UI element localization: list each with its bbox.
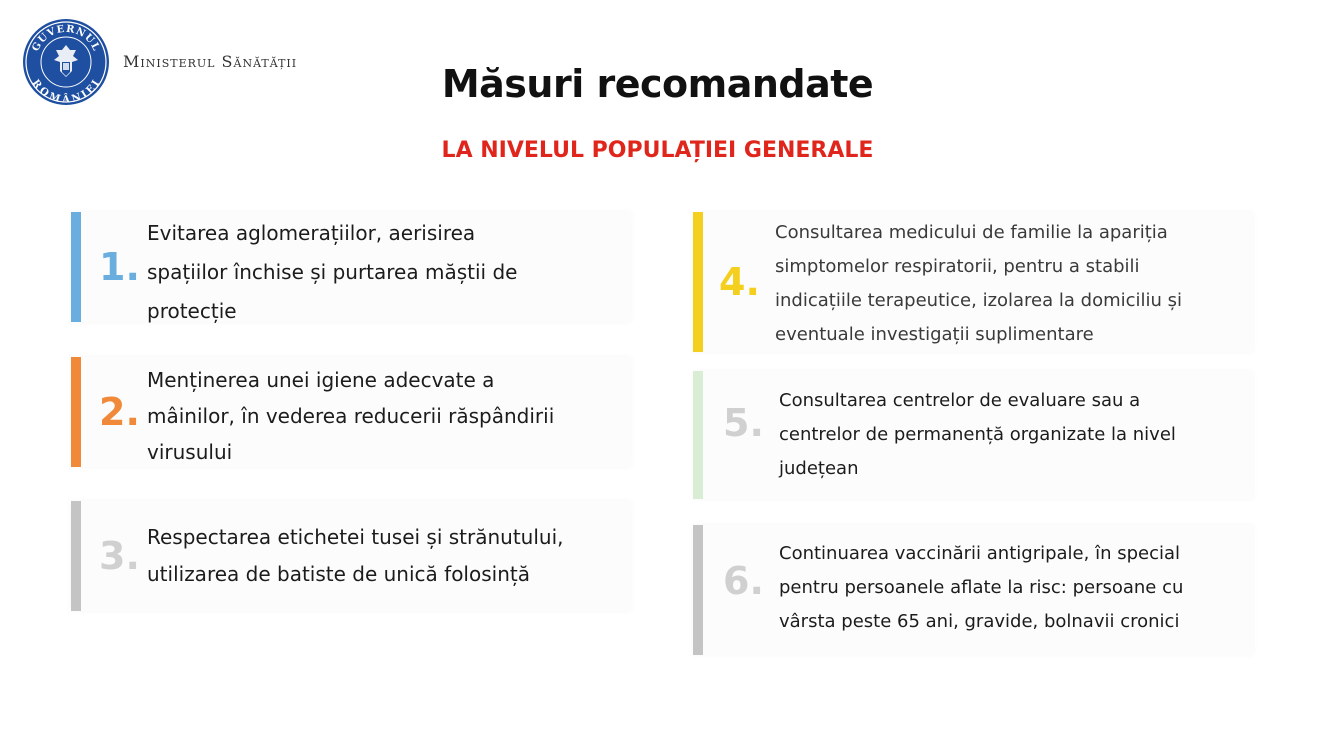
measure-bar-4 bbox=[693, 212, 703, 352]
page-subtitle: LA NIVELUL POPULAȚIEI GENERALE bbox=[441, 138, 874, 163]
measure-number-1: 1. bbox=[99, 245, 140, 289]
measure-number-5: 5. bbox=[723, 401, 764, 445]
measure-bar-1 bbox=[71, 212, 81, 322]
measure-text-1: Evitarea aglomerațiilor, aerisirea spațiilor închise și purtarea măștii de protecție bbox=[147, 221, 518, 323]
measure-text-3: Respectarea etichetei tusei și strănutului, utilizarea de batiste de unică folosință bbox=[147, 525, 564, 586]
measure-card-5 bbox=[693, 371, 1253, 499]
page-title: Măsuri recomandate bbox=[441, 62, 874, 106]
svg-text:ROMÂNIEI: ROMÂNIEI bbox=[29, 77, 103, 106]
measure-text-5: Consultarea centrelor de evaluare sau a centrelor de permanență organizate la nivel județean bbox=[779, 390, 1176, 479]
measure-card-4 bbox=[693, 212, 1253, 352]
measure-number-6: 6. bbox=[723, 559, 764, 603]
measure-bar-2 bbox=[71, 357, 81, 467]
measure-number-2: 2. bbox=[99, 390, 140, 434]
measure-text-2: Menținerea unei igiene adecvate a mâinilor, în vederea reducerii răspândirii virusului bbox=[147, 368, 555, 464]
measure-bar-3 bbox=[71, 501, 81, 611]
svg-text:GUVERNUL: GUVERNUL bbox=[30, 23, 102, 54]
measure-text-6: Continuarea vaccinării antigripale, în special pentru persoanele aflate la risc: persoane cu vârsta peste 65 ani, gravide, bolnavii cronici bbox=[779, 543, 1184, 632]
measure-bar-6 bbox=[693, 525, 703, 655]
measure-card-3 bbox=[71, 501, 631, 611]
measure-number-4: 4. bbox=[719, 260, 760, 304]
measure-card-6 bbox=[693, 525, 1253, 655]
ministry-name: Ministerul Sănătății bbox=[123, 52, 298, 71]
measure-text-4: Consultarea medicului de familie la apariția simptomelor respiratorii, pentru a stabili indicațiile terapeutice, izolarea la domiciliu și eventuale investigații suplimentare bbox=[775, 222, 1183, 345]
measure-card-2 bbox=[71, 357, 631, 467]
measure-number-3: 3. bbox=[99, 534, 140, 578]
measure-bar-5 bbox=[693, 371, 703, 499]
measure-card-1 bbox=[71, 212, 631, 322]
